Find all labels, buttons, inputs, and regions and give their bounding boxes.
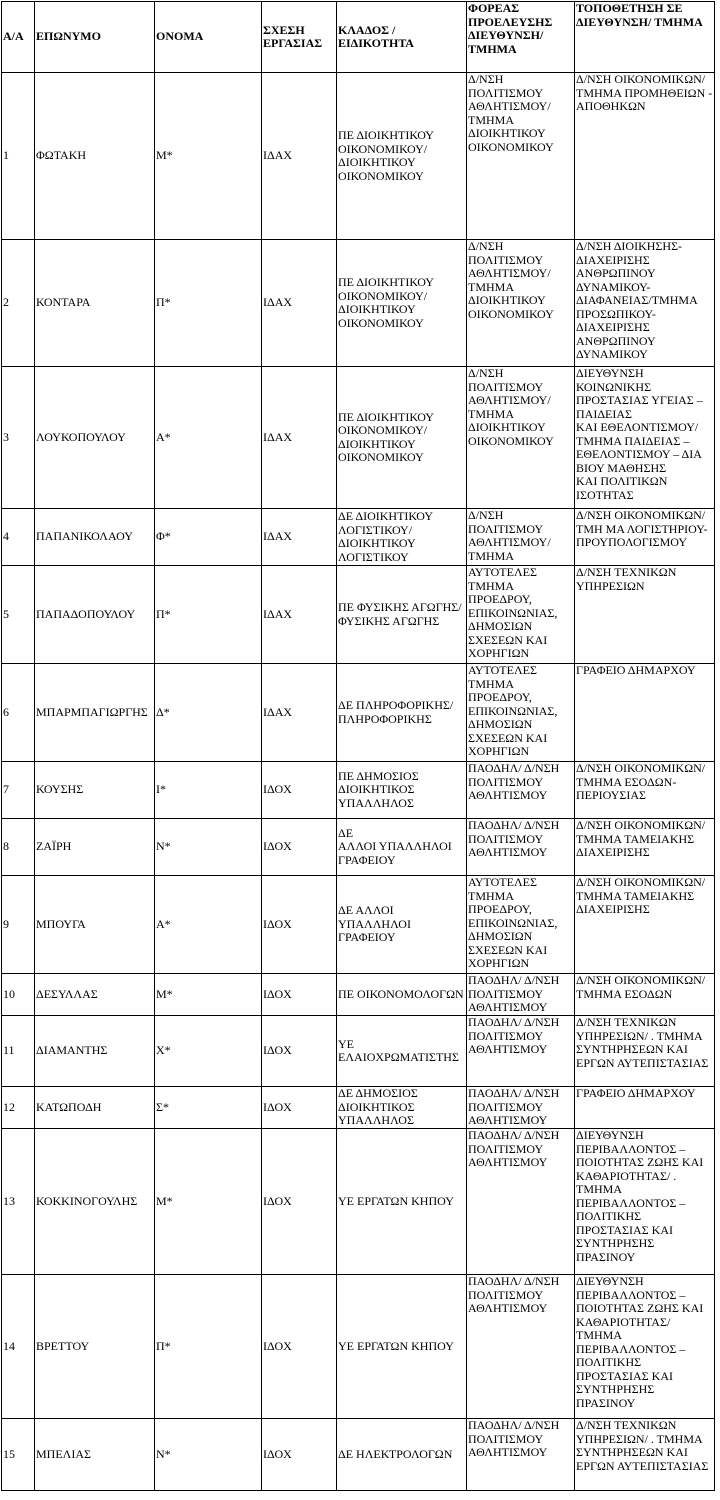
row-number: 1 — [2, 73, 35, 240]
row-number: 10 — [2, 974, 35, 1016]
specialty-cell: ΔΕ ΗΛΕΚΤΡΟΛΟΓΩΝ — [337, 1419, 467, 1491]
relation-cell: ΙΔΟΧ — [262, 1129, 337, 1275]
origin-cell: ΑΥΤΟΤΕΛΕΣ ΤΜΗΜΑ ΠΡΟΕΔΡΟΥ, ΕΠΙΚΟΙΝΩΝΙΑΣ, ΔΗΜΟΣΙΩΝ ΣΧΕΣΕΩΝ ΚΑΙ ΧΟΡΗΓΙΩΝ — [467, 566, 575, 664]
name-cell: Α* — [155, 876, 262, 974]
table-row — [2, 876, 715, 974]
name-cell: Χ* — [155, 1016, 262, 1087]
specialty-cell: ΥΕ ΕΡΓΑΤΩΝ ΚΗΠΟΥ — [337, 1129, 467, 1275]
origin-cell: Δ/ΝΣΗ ΠΟΛΙΤΙΣΜΟΥ ΑΘΛΗΤΙΣΜΟΥ/ ΤΜΗΜΑ — [467, 509, 575, 566]
specialty-cell: ΠΕ ΦΥΣΙΚΗΣ ΑΓΩΓΗΣ/ ΦΥΣΙΚΗΣ ΑΓΩΓΗΣ — [337, 566, 467, 664]
placement-cell: Δ/ΝΣΗ ΤΕΧΝΙΚΩΝ ΥΠΗΡΕΣΙΩΝ/ . ΤΜΗΜΑ ΣΥΝΤΗΡΗΣΕΩΝ ΚΑΙ ΕΡΓΩΝ ΑΥΤΕΠΙΣΤΑΣΙΑΣ — [575, 1016, 715, 1087]
name-cell: Ν* — [155, 1419, 262, 1491]
origin-cell: ΠΑΟΔΗΛ/ Δ/ΝΣΗ ΠΟΛΙΤΙΣΜΟΥ ΑΘΛΗΤΙΣΜΟΥ — [467, 762, 575, 819]
specialty-cell: ΠΕ ΔΗΜΟΣΙΟΣ ΔΙΟΙΚΗΤΙΚΟΣ ΥΠΑΛΛΗΛΟΣ — [337, 762, 467, 819]
relation-cell: ΙΔΟΧ — [262, 762, 337, 819]
specialty-cell: ΔΕ ΑΛΛΟΙ ΥΠΑΛΛΗΛΟΙ ΓΡΑΦΕΙΟΥ — [337, 819, 467, 876]
surname-cell: ΚΟΥΣΗΣ — [35, 762, 155, 819]
surname-cell: ΠΑΠΑΔΟΠΟΥΛΟΥ — [35, 566, 155, 664]
specialty-cell: ΔΕ ΠΛΗΡΟΦΟΡΙΚΗΣ/ ΠΛΗΡΟΦΟΡΙΚΗΣ — [337, 664, 467, 762]
table-row — [2, 974, 715, 1016]
origin-cell: Δ/ΝΣΗ ΠΟΛΙΤΙΣΜΟΥ ΑΘΛΗΤΙΣΜΟΥ/ ΤΜΗΜΑ ΔΙΟΙΚΗΤΙΚΟΥ ΟΙΚΟΝΟΜΙΚΟΥ — [467, 73, 575, 240]
name-cell: Α* — [155, 367, 262, 509]
row-number: 9 — [2, 876, 35, 974]
row-number: 3 — [2, 367, 35, 509]
surname-cell: ΠΑΠΑΝΙΚΟΛΑΟΥ — [35, 509, 155, 566]
table-row — [2, 1087, 715, 1129]
specialty-cell: ΔΕ ΑΛΛΟΙ ΥΠΑΛΛΗΛΟΙ ΓΡΑΦΕΙΟΥ — [337, 876, 467, 974]
row-number: 14 — [2, 1275, 35, 1419]
row-number: 13 — [2, 1129, 35, 1275]
name-cell: Δ* — [155, 664, 262, 762]
placement-cell: Δ/ΝΣΗ ΟΙΚΟΝΟΜΙΚΩΝ/ΤΜΗ ΜΑ ΛΟΓΙΣΤΗΡΙΟΥ- ΠΡΟΥΠΟΛΟΓΙΣΜΟΥ — [575, 509, 715, 566]
column-header-relation: ΣΧΕΣΗ ΕΡΓΑΣΙΑΣ — [262, 2, 337, 73]
row-number: 6 — [2, 664, 35, 762]
placement-cell: ΔΙΕΥΘΥΝΣΗ ΚΟΙΝΩΝΙΚΗΣ ΠΡΟΣΤΑΣΙΑΣ ΥΓΕΙΑΣ – ΠΑΙΔΕΙΑΣ ΚΑΙ ΕΘΕΛΟΝΤΙΣΜΟΥ/ ΤΜΗΜΑ ΠΑΙΔΕΙΑΣ – ΕΘΕΛΟΝΤΙΣΜΟΥ – ΔΙΑ ΒΙΟΥ ΜΑΘΗΣΗΣ ΚΑΙ ΠΟΛΙΤΙΚΩΝ ΙΣΟΤΗΤΑΣ — [575, 367, 715, 509]
row-number: 4 — [2, 509, 35, 566]
row-number: 15 — [2, 1419, 35, 1491]
row-number: 12 — [2, 1087, 35, 1129]
relation-cell: ΙΔΑΧ — [262, 367, 337, 509]
origin-cell: ΠΑΟΔΗΛ/ Δ/ΝΣΗ ΠΟΛΙΤΙΣΜΟΥ ΑΘΛΗΤΙΣΜΟΥ — [467, 1016, 575, 1087]
table-row — [2, 240, 715, 367]
column-header-aa: Α/Α — [2, 2, 35, 73]
relation-cell: ΙΔΟΧ — [262, 876, 337, 974]
origin-cell: ΑΥΤΟΤΕΛΕΣ ΤΜΗΜΑ ΠΡΟΕΔΡΟΥ, ΕΠΙΚΟΙΝΩΝΙΑΣ, ΔΗΜΟΣΙΩΝ ΣΧΕΣΕΩΝ ΚΑΙ ΧΟΡΗΓΙΩΝ — [467, 664, 575, 762]
row-number: 2 — [2, 240, 35, 367]
placement-cell: Δ/ΝΣΗ ΟΙΚΟΝΟΜΙΚΩΝ/ ΤΜΗΜΑ ΕΣΟΔΩΝ- ΠΕΡΙΟΥΣΙΑΣ — [575, 762, 715, 819]
column-header-origin: ΦΟΡΕΑΣ ΠΡΟΕΛΕΥΣΗΣ ΔΙΕΥΘΥΝΣΗ/ ΤΜΗΜΑ — [467, 2, 575, 73]
surname-cell: ΛΟΥΚΟΠΟΥΛΟΥ — [35, 367, 155, 509]
relation-cell: ΙΔΑΧ — [262, 73, 337, 240]
relation-cell: ΙΔΟΧ — [262, 1419, 337, 1491]
relation-cell: ΙΔΑΧ — [262, 664, 337, 762]
origin-cell: ΑΥΤΟΤΕΛΕΣ ΤΜΗΜΑ ΠΡΟΕΔΡΟΥ, ΕΠΙΚΟΙΝΩΝΙΑΣ, ΔΗΜΟΣΙΩΝ ΣΧΕΣΕΩΝ ΚΑΙ ΧΟΡΗΓΙΩΝ — [467, 876, 575, 974]
placement-cell: Δ/ΝΣΗ ΟΙΚΟΝΟΜΙΚΩΝ/ ΤΜΗΜΑ ΤΑΜΕΙΑΚΗΣ ΔΙΑΧΕΙΡΙΣΗΣ — [575, 819, 715, 876]
relation-cell: ΙΔΟΧ — [262, 1016, 337, 1087]
table-row — [2, 1419, 715, 1491]
name-cell: Σ* — [155, 1087, 262, 1129]
placement-cell: ΓΡΑΦΕΙΟ ΔΗΜΑΡΧΟΥ — [575, 1087, 715, 1129]
name-cell: Π* — [155, 1275, 262, 1419]
table-row — [2, 566, 715, 664]
staff-transfer-table — [1, 1, 715, 1491]
name-cell: Π* — [155, 240, 262, 367]
name-cell: Φ* — [155, 509, 262, 566]
table-row — [2, 819, 715, 876]
relation-cell: ΙΔΟΧ — [262, 974, 337, 1016]
surname-cell: ΚΟΝΤΑΡΑ — [35, 240, 155, 367]
specialty-cell: ΔΕ ΔΗΜΟΣΙΟΣ ΔΙΟΙΚΗΤΙΚΟΣ ΥΠΑΛΛΗΛΟΣ — [337, 1087, 467, 1129]
row-number: 8 — [2, 819, 35, 876]
surname-cell: ΜΠΕΛΙΑΣ — [35, 1419, 155, 1491]
specialty-cell: ΥΕ ΕΛΑΙΟΧΡΩΜΑΤΙΣΤΗΣ — [337, 1016, 467, 1087]
origin-cell: ΠΑΟΔΗΛ/ Δ/ΝΣΗ ΠΟΛΙΤΙΣΜΟΥ ΑΘΛΗΤΙΣΜΟΥ — [467, 819, 575, 876]
header-row — [2, 2, 715, 73]
surname-cell: ΒΡΕΤΤΟΥ — [35, 1275, 155, 1419]
column-header-specialty: ΚΛΑΔΟΣ / ΕΙΔΙΚΟΤΗΤΑ — [337, 2, 467, 73]
column-header-placement: ΤΟΠΟΘΕΤΗΣΗ ΣΕ ΔΙΕΥΘΥΝΣΗ/ ΤΜΗΜΑ — [575, 2, 715, 73]
origin-cell: ΠΑΟΔΗΛ/ Δ/ΝΣΗ ΠΟΛΙΤΙΣΜΟΥ ΑΘΛΗΤΙΣΜΟΥ — [467, 1129, 575, 1275]
name-cell: Μ* — [155, 1129, 262, 1275]
table-row — [2, 1129, 715, 1275]
table-row — [2, 1275, 715, 1419]
surname-cell: ΜΠΟΥΓΑ — [35, 876, 155, 974]
origin-cell: ΠΑΟΔΗΛ/ Δ/ΝΣΗ ΠΟΛΙΤΙΣΜΟΥ ΑΘΛΗΤΙΣΜΟΥ — [467, 1087, 575, 1129]
specialty-cell: ΥΕ ΕΡΓΑΤΩΝ ΚΗΠΟΥ — [337, 1275, 467, 1419]
specialty-cell: ΔΕ ΔΙΟΙΚΗΤΙΚΟΥ ΛΟΓΙΣΤΙΚΟΥ/ ΔΙΟΙΚΗΤΙΚΟΥ ΛΟΓΙΣΤΙΚΟΥ — [337, 509, 467, 566]
placement-cell: Δ/ΝΣΗ ΟΙΚΟΝΟΜΙΚΩΝ/ ΤΜΗΜΑ ΠΡΟΜΗΘΕΙΩΝ - ΑΠΟΘΗΚΩΝ — [575, 73, 715, 240]
table-row — [2, 664, 715, 762]
name-cell: Μ* — [155, 73, 262, 240]
origin-cell: ΠΑΟΔΗΛ/ Δ/ΝΣΗ ΠΟΛΙΤΙΣΜΟΥ ΑΘΛΗΤΙΣΜΟΥ — [467, 974, 575, 1016]
origin-cell: ΠΑΟΔΗΛ/ Δ/ΝΣΗ ΠΟΛΙΤΙΣΜΟΥ ΑΘΛΗΤΙΣΜΟΥ — [467, 1275, 575, 1419]
relation-cell: ΙΔΟΧ — [262, 1087, 337, 1129]
column-header-name: ΟΝΟΜΑ — [155, 2, 262, 73]
placement-cell: Δ/ΝΣΗ ΤΕΧΝΙΚΩΝ ΥΠΗΡΕΣΙΩΝ/ . ΤΜΗΜΑ ΣΥΝΤΗΡΗΣΕΩΝ ΚΑΙ ΕΡΓΩΝ ΑΥΤΕΠΙΣΤΑΣΙΑΣ — [575, 1419, 715, 1491]
column-header-surname: ΕΠΩΝΥΜΟ — [35, 2, 155, 73]
row-number: 7 — [2, 762, 35, 819]
placement-cell: ΓΡΑΦΕΙΟ ΔΗΜΑΡΧΟΥ — [575, 664, 715, 762]
origin-cell: Δ/ΝΣΗ ΠΟΛΙΤΙΣΜΟΥ ΑΘΛΗΤΙΣΜΟΥ/ ΤΜΗΜΑ ΔΙΟΙΚΗΤΙΚΟΥ ΟΙΚΟΝΟΜΙΚΟΥ — [467, 240, 575, 367]
table-row — [2, 1016, 715, 1087]
origin-cell: Δ/ΝΣΗ ΠΟΛΙΤΙΣΜΟΥ ΑΘΛΗΤΙΣΜΟΥ/ ΤΜΗΜΑ ΔΙΟΙΚΗΤΙΚΟΥ ΟΙΚΟΝΟΜΙΚΟΥ — [467, 367, 575, 509]
table-row — [2, 509, 715, 566]
table-row — [2, 73, 715, 240]
table-row — [2, 762, 715, 819]
placement-cell: ΔΙΕΥΘΥΝΣΗ ΠΕΡΙΒΑΛΛΟΝΤΟΣ – ΠΟΙΟΤΗΤΑΣ ΖΩΗΣ ΚΑΙ ΚΑΘΑΡΙΟΤΗΤΑΣ/ . ΤΜΗΜΑ ΠΕΡΙΒΑΛΛΟΝΤΟΣ – ΠΟΛΙΤΙΚΗΣ ΠΡΟΣΤΑΣΙΑΣ ΚΑΙ ΣΥΝΤΗΡΗΣΗΣ ΠΡΑΣΙΝΟΥ — [575, 1129, 715, 1275]
origin-cell: ΠΑΟΔΗΛ/ Δ/ΝΣΗ ΠΟΛΙΤΙΣΜΟΥ ΑΘΛΗΤΙΣΜΟΥ — [467, 1419, 575, 1491]
relation-cell: ΙΔΟΧ — [262, 819, 337, 876]
table-row — [2, 367, 715, 509]
name-cell: Π* — [155, 566, 262, 664]
relation-cell: ΙΔΑΧ — [262, 240, 337, 367]
relation-cell: ΙΔΑΧ — [262, 509, 337, 566]
placement-cell: Δ/ΝΣΗ ΔΙΟΙΚΗΣΗΣ- ΔΙΑΧΕΙΡΙΣΗΣ ΑΝΘΡΩΠΙΝΟΥ ΔΥΝΑΜΙΚΟΥ- ΔΙΑΦΑΝΕΙΑΣ/ΤΜΗΜΑ ΠΡΟΣΩΠΙΚΟΥ- ΔΙΑΧΕΙΡΙΣΗΣ ΑΝΘΡΩΠΙΝΟΥ ΔΥΝΑΜΙΚΟΥ — [575, 240, 715, 367]
row-number: 5 — [2, 566, 35, 664]
name-cell: Μ* — [155, 974, 262, 1016]
placement-cell: Δ/ΝΣΗ ΟΙΚΟΝΟΜΙΚΩΝ/ ΤΜΗΜΑ ΕΣΟΔΩΝ — [575, 974, 715, 1016]
specialty-cell: ΠΕ ΔΙΟΙΚΗΤΙΚΟΥ ΟΙΚΟΝΟΜΙΚΟΥ/ ΔΙΟΙΚΗΤΙΚΟΥ ΟΙΚΟΝΟΜΙΚΟΥ — [337, 73, 467, 240]
placement-cell: ΔΙΕΥΘΥΝΣΗ ΠΕΡΙΒΑΛΛΟΝΤΟΣ – ΠΟΙΟΤΗΤΑΣ ΖΩΗΣ ΚΑΙ ΚΑΘΑΡΙΟΤΗΤΑΣ/ ΤΜΗΜΑ ΠΕΡΙΒΑΛΛΟΝΤΟΣ – ΠΟΛΙΤΙΚΗΣ ΠΡΟΣΤΑΣΙΑΣ ΚΑΙ ΣΥΝΤΗΡΗΣΗΣ ΠΡΑΣΙΝΟΥ — [575, 1275, 715, 1419]
specialty-cell: ΠΕ ΔΙΟΙΚΗΤΙΚΟΥ ΟΙΚΟΝΟΜΙΚΟΥ/ ΔΙΟΙΚΗΤΙΚΟΥ ΟΙΚΟΝΟΜΙΚΟΥ — [337, 240, 467, 367]
surname-cell: ΔΕΣΥΛΛΑΣ — [35, 974, 155, 1016]
specialty-cell: ΠΕ ΟΙΚΟΝΟΜΟΛΟΓΩΝ — [337, 974, 467, 1016]
surname-cell: ΚΟΚΚΙΝΟΓΟΥΛΗΣ — [35, 1129, 155, 1275]
surname-cell: ΜΠΑΡΜΠΑΓΙΩΡΓΗΣ — [35, 664, 155, 762]
name-cell: Ν* — [155, 819, 262, 876]
relation-cell: ΙΔΑΧ — [262, 566, 337, 664]
surname-cell: ΖΑΪΡΗ — [35, 819, 155, 876]
name-cell: Ι* — [155, 762, 262, 819]
placement-cell: Δ/ΝΣΗ ΟΙΚΟΝΟΜΙΚΩΝ/ ΤΜΗΜΑ ΤΑΜΕΙΑΚΗΣ ΔΙΑΧΕΙΡΙΣΗΣ — [575, 876, 715, 974]
surname-cell: ΦΩΤΑΚΗ — [35, 73, 155, 240]
surname-cell: ΔΙΑΜΑΝΤΗΣ — [35, 1016, 155, 1087]
row-number: 11 — [2, 1016, 35, 1087]
table-body — [2, 73, 715, 1491]
placement-cell: Δ/ΝΣΗ ΤΕΧΝΙΚΩΝ ΥΠΗΡΕΣΙΩΝ — [575, 566, 715, 664]
specialty-cell: ΠΕ ΔΙΟΙΚΗΤΙΚΟΥ ΟΙΚΟΝΟΜΙΚΟΥ/ ΔΙΟΙΚΗΤΙΚΟΥ ΟΙΚΟΝΟΜΙΚΟΥ — [337, 367, 467, 509]
surname-cell: ΚΑΤΩΠΟΔΗ — [35, 1087, 155, 1129]
relation-cell: ΙΔΟΧ — [262, 1275, 337, 1419]
